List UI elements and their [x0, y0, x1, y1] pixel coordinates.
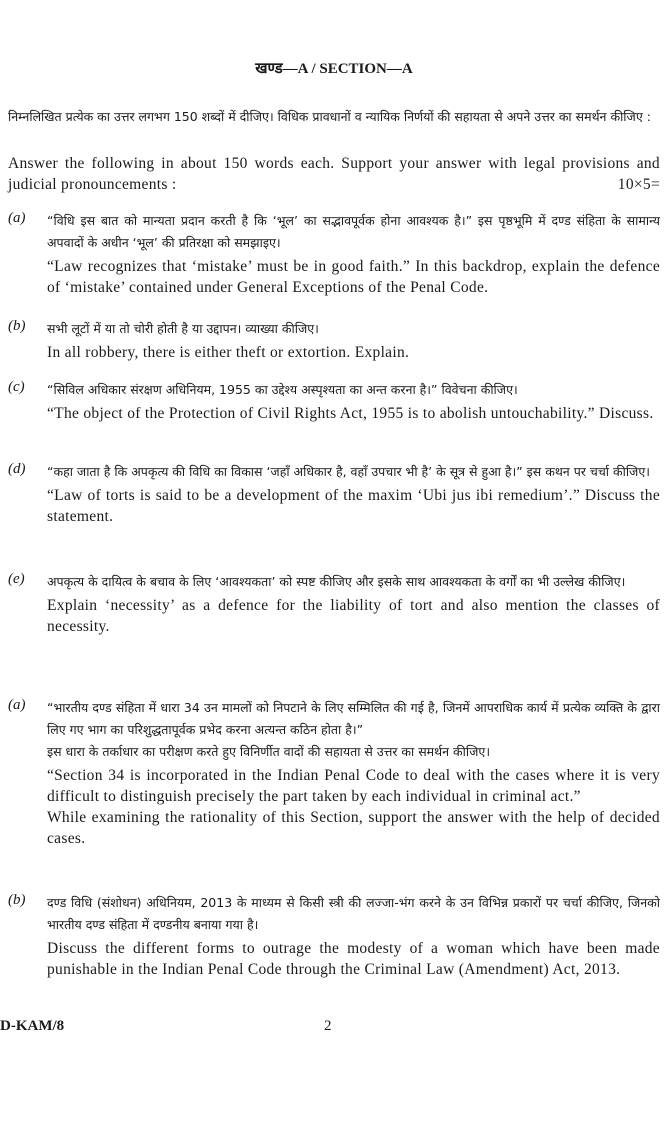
question-label: (b)	[8, 892, 26, 908]
marks-allocation: 10×5=	[617, 176, 660, 193]
question-text-hindi: दण्ड विधि (संशोधन) अधिनियम, 2013 के माध्यम से किसी स्त्री की लज्जा-भंग करने के उन विभिन्न प्रकारों पर चर्चा कीजिए, जिनको भारतीय दण्ड संहिता में दण्डनीय बनाया गया है।	[47, 895, 660, 932]
question-text-hindi: “कहा जाता है कि अपकृत्य की विधि का विकास ‘जहाँ अधिकार है, वहाँ उपचार भी है’ के सूत्र से हुआ है।” इस कथन पर चर्चा कीजिए।	[47, 464, 650, 479]
question-1d	[8, 461, 660, 527]
question-text-english: “Section 34 is incorporated in the Indian Penal Code to deal with the cases where it is very difficult to distinguish precisely the part taken by each individual in criminal act.”	[47, 767, 660, 805]
question-2b	[8, 892, 660, 980]
section-heading: खण्ड—A / SECTION—A	[255, 61, 413, 77]
question-text-english: “The object of the Protection of Civil Rights Act, 1955 is to abolish untouchability.” Discuss.	[47, 405, 654, 422]
paper-code: D-KAM/8	[0, 1018, 65, 1034]
page-number: 2	[324, 1018, 332, 1034]
question-text-english: “Law recognizes that ‘mistake’ must be in good faith.” In this backdrop, explain the defence of ‘mistake’ contained under General Exceptions of the Penal Code.	[47, 258, 660, 296]
question-text-english: Discuss the different forms to outrage the modesty of a woman which have been made punishable in the Indian Penal Code through the Criminal Law (Amendment) Act, 2013.	[47, 940, 660, 978]
question-label: (a)	[8, 697, 26, 713]
question-text-hindi: सभी लूटों में या तो चोरी होती है या उद्दापन। व्याख्या कीजिए।	[47, 321, 319, 336]
question-text-hindi: “विधि इस बात को मान्यता प्रदान करती है कि ‘भूल’ का सद्भावपूर्वक होना आवश्यक है।” इस पृष्ठभूमि में दण्ड संहिता के सामान्य अपवादों के अधीन ‘भूल’ की प्रतिरक्षा को समझाइए।	[47, 213, 660, 250]
question-text-english: In all robbery, there is either theft or extortion. Explain.	[47, 344, 410, 361]
question-label: (b)	[8, 318, 26, 334]
question-label: (e)	[8, 571, 25, 587]
instructions-hindi: निम्नलिखित प्रत्येक का उत्तर लगभग 150 शब्दों में दीजिए। विधिक प्रावधानों व न्यायिक निर्णयों की सहायता से अपने उत्तर का समर्थन कीजिए :	[8, 109, 651, 124]
instructions-english-text: Answer the following in about 150 words each. Support your answer with legal provisions and judicial pronouncements :	[8, 155, 660, 193]
question-1a	[8, 210, 660, 298]
question-2a	[8, 697, 660, 849]
question-text-hindi: “सिविल अधिकार संरक्षण अधिनियम, 1955 का उद्देश्य अस्पृश्यता का अन्त करना है।” विवेचना कीजिए।	[47, 382, 518, 397]
question-subtext-hindi: इस धारा के तर्काधार का परीक्षण करते हुए विनिर्णीत वादों की सहायता से उत्तर का समर्थन कीजिए।	[47, 744, 491, 759]
question-subtext-english: While examining the rationality of this Section, support the answer with the help of decided cases.	[47, 809, 660, 847]
question-1e	[8, 571, 660, 637]
instructions-english	[8, 153, 660, 195]
question-1b	[8, 318, 660, 363]
question-text-english: “Law of torts is said to be a development of the maxim ‘Ubi jus ibi remedium’.” Discuss the statement.	[47, 487, 660, 525]
question-text-english: Explain ‘necessity’ as a defence for the liability of tort and also mention the classes of necessity.	[47, 597, 660, 635]
question-label: (c)	[8, 379, 25, 395]
question-text-hindi: अपकृत्य के दायित्व के बचाव के लिए ‘आवश्यकता’ को स्पष्ट कीजिए और इसके साथ आवश्यकता के वर्गों का भी उल्लेख कीजिए।	[47, 574, 626, 589]
question-label: (d)	[8, 461, 26, 477]
question-1c	[8, 379, 660, 424]
question-label: (a)	[8, 210, 26, 226]
question-text-hindi: “भारतीय दण्ड संहिता में धारा 34 उन मामलों को निपटाने के लिए सम्मिलित की गई है, जिनमें आपराधिक कार्य में प्रत्येक व्यक्ति के द्वारा लिए गए भाग का परिशुद्धतापूर्वक प्रभेद करना अत्यन्त कठिन होता है।”	[47, 700, 660, 737]
